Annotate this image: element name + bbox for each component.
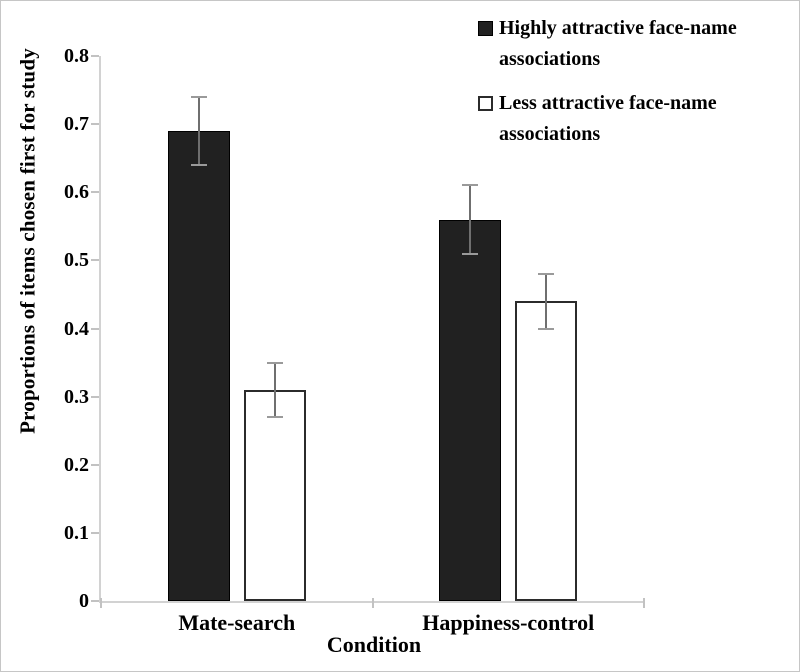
y-tick-label: 0.3 (64, 385, 89, 408)
error-bar-line (545, 274, 547, 329)
x-axis-title: Condition (326, 632, 422, 657)
legend-label-line: associations (499, 123, 601, 145)
chart-legend (478, 13, 737, 150)
error-bar-line (469, 185, 471, 253)
error-bar-cap-top (462, 184, 478, 186)
error-bar-cap-bottom (462, 253, 478, 255)
bar-highly-mate-search (168, 131, 230, 601)
error-bar-cap-top (267, 362, 283, 364)
error-bar-cap-top (538, 273, 554, 275)
y-tick-mark (91, 532, 99, 534)
legend-label-line: associations (499, 48, 601, 70)
error-bar-line (274, 363, 276, 418)
y-tick-mark (91, 259, 99, 261)
y-tick-label: 0.4 (64, 317, 89, 340)
y-tick-mark (91, 600, 99, 602)
y-tick-mark (91, 123, 99, 125)
open-square-icon (478, 96, 493, 111)
y-tick-label: 0.5 (64, 249, 89, 272)
y-tick-mark (91, 328, 99, 330)
y-tick-mark (91, 191, 99, 193)
error-bar-cap-bottom (538, 328, 554, 330)
legend-label-line: Highly attractive face-name (499, 17, 737, 39)
y-tick-label: 0 (79, 590, 89, 612)
legend-label-line: Less attractive face-name (499, 92, 717, 114)
error-bar-cap-top (191, 96, 207, 98)
y-tick-label: 0.7 (64, 113, 89, 136)
x-tick-mark (100, 598, 102, 608)
error-bar-line (198, 97, 200, 165)
error-bar-cap-bottom (191, 164, 207, 166)
legend-label (499, 13, 737, 75)
legend-item-less (478, 88, 737, 150)
x-tick-mark (643, 598, 645, 608)
legend-item-highly (478, 13, 737, 75)
bar-less-happiness-control (515, 301, 577, 601)
y-tick-label: 0.2 (64, 453, 89, 476)
bar-less-mate-search (244, 390, 306, 601)
y-axis-line (99, 56, 101, 603)
y-axis-title: Proportions of items chosen first for study (15, 48, 40, 434)
y-tick-label: 0.8 (64, 45, 89, 67)
legend-label (499, 88, 717, 150)
error-bar-cap-bottom (267, 416, 283, 418)
y-tick-label: 0.1 (64, 521, 89, 544)
x-category-label-mate-search: Mate-search (178, 610, 296, 635)
y-tick-label: 0.6 (64, 181, 89, 204)
y-tick-mark (91, 464, 99, 466)
y-tick-mark (91, 55, 99, 57)
x-tick-mark (372, 598, 374, 608)
bar-highly-happiness-control (439, 220, 501, 602)
y-tick-mark (91, 396, 99, 398)
x-category-label-happiness-control: Happiness-control (422, 610, 595, 635)
filled-square-icon (478, 21, 493, 36)
